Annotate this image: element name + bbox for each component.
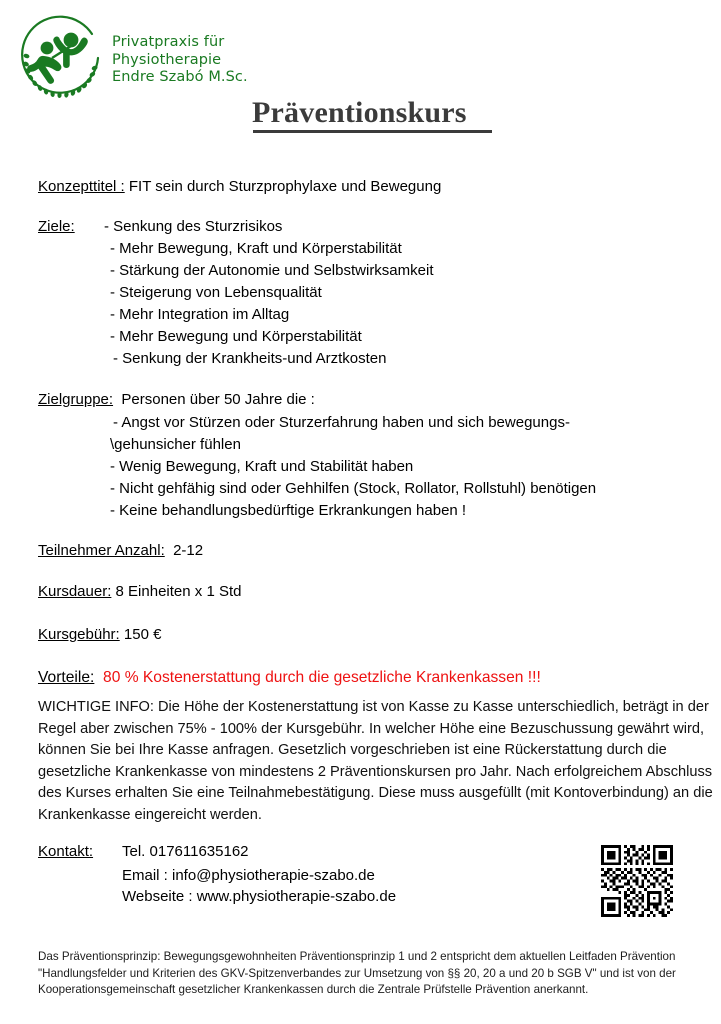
kursdauer-label: Kursdauer: xyxy=(38,583,112,600)
page-title: Präventionskurs xyxy=(252,96,467,129)
zielgruppe-row xyxy=(38,390,315,409)
konzepttitel-row xyxy=(38,177,441,196)
physiotherapy-running-figure-logo-icon xyxy=(14,12,110,104)
wichtige-info-paragraph: WICHTIGE INFO: Die Höhe der Kostenerstattung ist von Kasse zu Kasse unterschiedlich, beträgt in der Regel aber zwischen 75% - 100% der Kursgebühr. In welcher Höhe eine Bezuschussung gewährt wird, können Sie bei Ihre Kasse anfragen. Gesetzlich vorgeschrieben ist eine Rückerstattung durch die gesetzliche Krankenkasse von mindestens 2 Präventionskursen pro Jahr. Nach erfolgreichem Abschluss des Kurses erhalten Sie eine Teilnahmebestätigung. Diese muss ausgefüllt (mit Kontoverbindung) an die Krankenkasse eingereicht werden. xyxy=(38,699,713,823)
practice-logo xyxy=(8,12,338,104)
teilnehmer-row xyxy=(38,541,203,560)
zielgruppe-item: \gehunsicher fühlen xyxy=(110,436,241,453)
zielgruppe-item: - Wenig Bewegung, Kraft und Stabilität haben xyxy=(110,458,414,475)
kontakt-email[interactable]: Email : info@physiotherapie-szabo.de xyxy=(122,867,375,884)
logo-line-3: Endre Szabó M.Sc. xyxy=(112,69,248,85)
ziele-item: - Steigerung von Lebensqualität xyxy=(110,284,322,301)
kontakt-website[interactable]: Webseite : www.physiotherapie-szabo.de xyxy=(122,888,397,905)
konzepttitel-value: FIT sein durch Sturzprophylaxe und Bewegung xyxy=(128,178,442,195)
ziele-item: - Mehr Integration im Alltag xyxy=(110,306,290,323)
ziele-item: - Mehr Bewegung, Kraft und Körperstabilität xyxy=(110,240,402,257)
vorteile-value: 80 % Kostenerstattung durch die gesetzliche Krankenkassen !!! xyxy=(103,669,541,686)
kursgebuehr-value: 150 € xyxy=(123,626,162,643)
kursdauer-value: 8 Einheiten x 1 Std xyxy=(115,583,242,600)
qr-code[interactable] xyxy=(601,845,673,917)
teilnehmer-label: Teilnehmer Anzahl: xyxy=(38,542,165,559)
page-title-underline xyxy=(253,130,492,133)
logo-practice-name xyxy=(112,34,248,87)
teilnehmer-value: 2-12 xyxy=(173,542,204,559)
vorteile-row xyxy=(38,668,541,687)
vorteile-label: Vorteile: xyxy=(38,669,95,686)
footer-legal-note: Das Präventionsprinzip: Bewegungsgewohnheiten Präventionsprinzip 1 und 2 entspricht dem aktuellen Leitfaden Prävention "Handlungsfelder und Kriterien des GKV-Spitzenverbandes zur Umsetzung von §§ 20, 20 a und 20 b SGB V" und ist von der Kooperationsgemeinschaft gesetzlicher Krankenkassen durch die Zentrale Prüfstelle Prävention anerkannt. xyxy=(38,950,676,996)
zielgruppe-item: - Keine behandlungsbedürftige Erkrankungen haben ! xyxy=(110,502,467,519)
ziele-item: - Mehr Bewegung und Körperstabilität xyxy=(110,328,362,345)
kursdauer-row xyxy=(38,582,241,601)
kursgebuehr-row xyxy=(38,625,161,644)
kursgebuehr-label: Kursgebühr: xyxy=(38,626,120,643)
ziele-item: - Senkung des Sturzrisikos xyxy=(104,218,283,235)
ziele-label: Ziele: xyxy=(38,218,75,235)
logo-line-2: Physiotherapie xyxy=(112,51,222,68)
ziele-item: - Stärkung der Autonomie und Selbstwirksamkeit xyxy=(110,262,434,279)
kontakt-phone[interactable]: Tel. 017611635162 xyxy=(122,843,249,860)
logo-line-1: Privatpraxis für xyxy=(112,34,225,50)
ziele-item: - Senkung der Krankheits-und Arztkosten xyxy=(113,350,387,367)
konzepttitel-label: Konzepttitel : xyxy=(38,178,125,195)
zielgruppe-value: Personen über 50 Jahre die : xyxy=(121,391,315,408)
zielgruppe-label: Zielgruppe: xyxy=(38,391,114,408)
zielgruppe-item: - Nicht gehfähig sind oder Gehhilfen (Stock, Rollator, Rollstuhl) benötigen xyxy=(110,480,597,497)
zielgruppe-item: - Angst vor Stürzen oder Sturzerfahrung haben und sich bewegungs- xyxy=(113,414,570,431)
kontakt-label: Kontakt: xyxy=(38,843,94,860)
